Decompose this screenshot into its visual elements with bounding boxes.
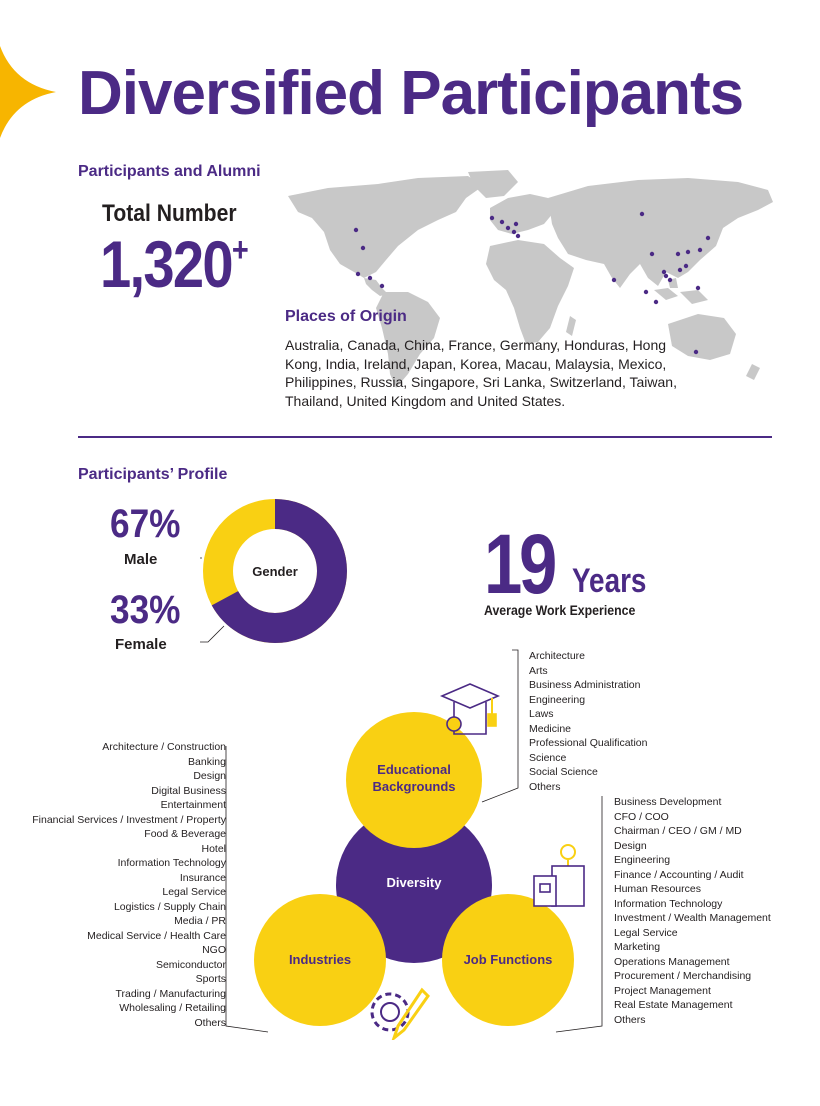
list-item: Banking — [188, 755, 226, 768]
list-item: Business Development — [614, 796, 722, 808]
total-number-value — [100, 226, 247, 302]
total-number-digits: 1,320 — [100, 227, 232, 301]
list-item: Architecture / Construction — [102, 741, 226, 753]
list-item: Professional Qualification — [529, 737, 648, 749]
list-item: Trading / Manufacturing — [115, 987, 226, 1000]
list-item: Sports — [195, 973, 226, 985]
total-number-suffix: + — [231, 231, 248, 269]
list-item: Entertainment — [160, 799, 226, 811]
list-item: Information Technology — [117, 857, 226, 869]
list-item: Operations Management — [614, 955, 730, 968]
list-item: Digital Business — [151, 784, 226, 797]
list-item: Arts — [529, 664, 548, 677]
list-item: Medicine — [529, 722, 572, 735]
education-list — [529, 649, 647, 794]
alumni-heading: Participants and Alumni — [78, 163, 261, 180]
list-item: Laws — [529, 708, 554, 720]
jobs-label: Job Functions — [463, 952, 553, 967]
graduation-cap-icon — [442, 684, 498, 734]
list-item: Others — [614, 1013, 646, 1026]
list-item: Insurance — [179, 871, 226, 884]
list-item: Legal Service — [614, 926, 678, 939]
section-divider — [78, 436, 772, 438]
list-item: Social Science — [529, 766, 598, 778]
education-label-2: Backgrounds — [372, 779, 456, 794]
list-item: Science — [529, 751, 567, 764]
education-label-1: Educational — [377, 762, 451, 777]
list-item: Chairman / CEO / GM / MD — [614, 825, 742, 837]
gear-pencil-icon — [372, 990, 428, 1038]
list-item: Project Management — [614, 984, 711, 997]
places-of-origin-text: Australia, Canada, China, France, Germany, Honduras, Hong Kong, India, Ireland, Japan, Korea, Macau, Malaysia, Mexico, Philippines, Russia, Singapore, Sri Lanka, Switzerland, Taiwan, Thailand, United Kingdom and United States. — [285, 337, 677, 409]
businessman-icon — [534, 845, 584, 906]
page-title: Diversified Participants — [78, 59, 744, 128]
list-item: Investment / Wealth Management — [614, 912, 771, 924]
list-item: Marketing — [614, 941, 661, 953]
total-number-label: Total Number — [102, 200, 237, 227]
list-item: Engineering — [614, 854, 671, 866]
industries-label: Industries — [288, 952, 352, 967]
list-item: Finance / Accounting / Audit — [614, 868, 744, 881]
list-item: Information Technology — [614, 897, 723, 910]
list-item: Business Administration — [529, 679, 641, 691]
work-experience-label: Average Work Experience — [484, 602, 636, 618]
list-item: Human Resources — [614, 883, 701, 895]
diversity-label: Diversity — [386, 875, 442, 890]
list-item: Engineering — [529, 693, 586, 706]
list-item: Others — [529, 780, 561, 793]
list-item: Procurement / Merchandising — [614, 970, 752, 982]
list-item: Logistics / Supply Chain — [113, 900, 226, 913]
list-item: Food & Beverage — [144, 828, 226, 840]
profile-heading: Participants’ Profile — [78, 466, 228, 483]
list-item: Design — [193, 770, 226, 782]
list-item: Wholesaling / Retailing — [119, 1002, 226, 1014]
places-of-origin-heading: Places of Origin — [285, 308, 407, 325]
gender-donut-chart — [200, 496, 350, 646]
years-word: Years — [572, 562, 647, 600]
list-item: Financial Services / Investment / Property — [32, 813, 226, 826]
list-item: Legal Service — [162, 886, 226, 898]
male-percentage: 67% — [110, 502, 181, 546]
list-item: Design — [614, 839, 647, 852]
star-icon — [0, 46, 60, 138]
list-item: Real Estate Management — [614, 999, 733, 1011]
list-item: NGO — [202, 944, 226, 956]
list-item: Architecture — [529, 650, 586, 662]
list-item: Others — [194, 1016, 226, 1029]
years-value: 19 — [484, 517, 555, 611]
list-item: Hotel — [201, 842, 226, 855]
list-item: CFO / COO — [614, 810, 669, 823]
female-percentage: 33% — [110, 588, 181, 632]
list-item: Media / PR — [174, 915, 226, 927]
jobs-list — [614, 795, 771, 1027]
male-label: Male — [124, 551, 158, 568]
list-item: Semiconductor — [155, 958, 226, 971]
gender-label: Gender — [252, 564, 298, 579]
female-label: Female — [115, 636, 167, 653]
industries-list — [20, 740, 226, 1030]
list-item: Medical Service / Health Care — [87, 929, 226, 942]
